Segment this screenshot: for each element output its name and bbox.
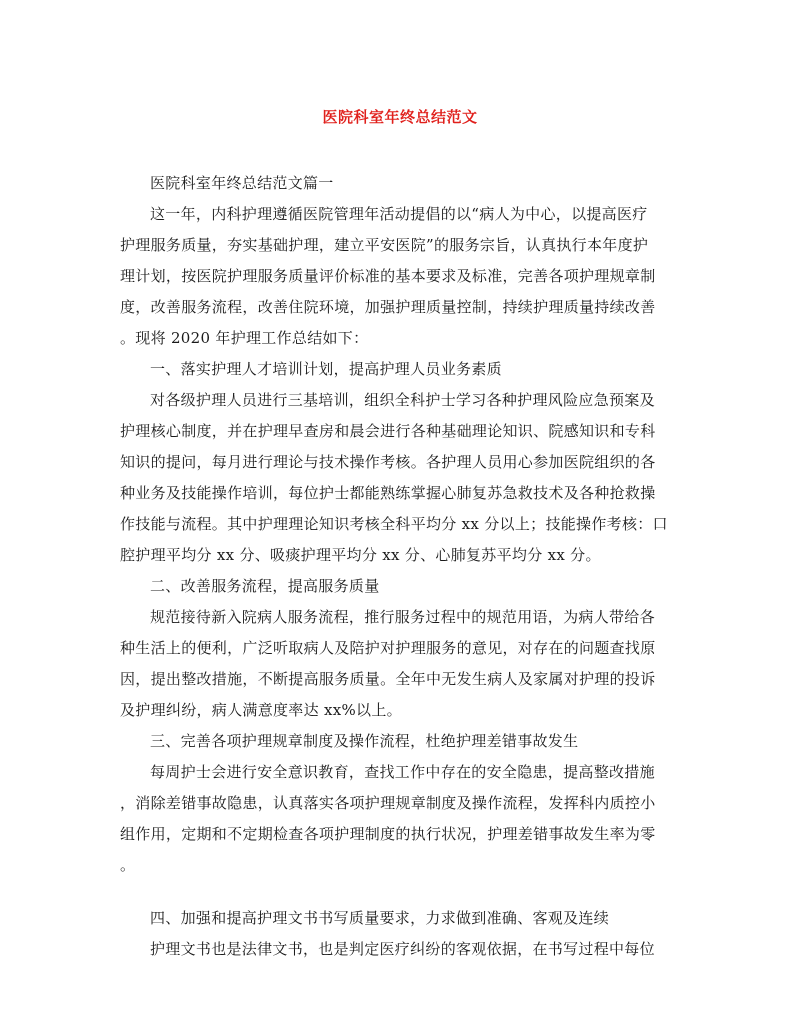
text-line: 理计划，按医院护理服务质量评价标准的基本要求及标准，完善各项护理规章制 (120, 267, 656, 285)
text-line: 三、完善各项护理规章制度及操作流程，杜绝护理差错事故发生 (150, 732, 579, 750)
text-line: ，消除差错事故隐患，认真落实各项护理规章制度及操作流程，发挥科内质控小 (120, 794, 656, 812)
text-line: 护理文书也是法律文书，也是判定医疗纠纷的客观依据，在书写过程中每位 (150, 940, 655, 958)
text-line: 腔护理平均分 xx 分、吸痰护理平均分 xx 分、心肺复苏平均分 xx 分。 (120, 546, 601, 564)
text-line: 护理核心制度，并在护理早查房和晨会进行各种基础理论知识、院感知识和专科 (120, 422, 656, 440)
text-line: 种生活上的便利，广泛听取病人及陪护对护理服务的意见，对存在的问题查找原 (120, 639, 656, 657)
paragraph-gap (120, 881, 682, 903)
text-line: 对各级护理人员进行三基培训，组织全科护士学习各种护理风险应急预案及 (150, 391, 655, 409)
text-line: 种业务及技能操作培训，每位护士都能熟练掌握心肺复苏急救技术及各种抢救操 (120, 484, 656, 502)
text-line: 。 (120, 856, 136, 874)
text-line: 度，改善服务流程，改善住院环境，加强护理质量控制，持续护理质量持续改善 (120, 298, 656, 316)
text-line: 每周护士会进行安全意识教育，查找工作中存在的安全隐患，提高整改措施 (150, 763, 655, 781)
document-body (120, 168, 682, 965)
text-line: 组作用，定期和不定期检查各项护理制度的执行状况，护理差错事故发生率为零 (120, 825, 656, 843)
document-title: 医院科室年终总结范文 (322, 108, 478, 126)
text-line: 规范接待新入院病人服务流程，推行服务过程中的规范用语，为病人带给各 (150, 608, 655, 626)
text-line: 。现将 2020 年护理工作总结如下： (120, 329, 369, 347)
text-line: 医院科室年终总结范文篇一 (150, 174, 334, 192)
text-line: 作技能与流程。其中护理理论知识考核全科平均分 xx 分以上；技能操作考核：口 (120, 515, 668, 533)
text-line: 四、加强和提高护理文书书写质量要求，力求做到准确、客观及连续 (150, 909, 610, 927)
text-line: 一、落实护理人才培训计划，提高护理人员业务素质 (150, 360, 502, 378)
text-line: 及护理纠纷，病人满意度率达 xx%以上。 (120, 701, 402, 719)
text-line: 知识的提问，每月进行理论与技术操作考核。各护理人员用心参加医院组织的各 (120, 453, 656, 471)
text-line: 这一年，内科护理遵循医院管理年活动提倡的以“病人为中心，以提高医疗 (150, 205, 648, 223)
text-line: 护理服务质量，夯实基础护理，建立平安医院”的服务宗旨，认真执行本年度护 (120, 236, 649, 254)
text-line: 因，提出整改措施，不断提高服务质量。全年中无发生病人及家属对护理的投诉 (120, 670, 656, 688)
text-line: 二、改善服务流程，提高服务质量 (150, 577, 380, 595)
